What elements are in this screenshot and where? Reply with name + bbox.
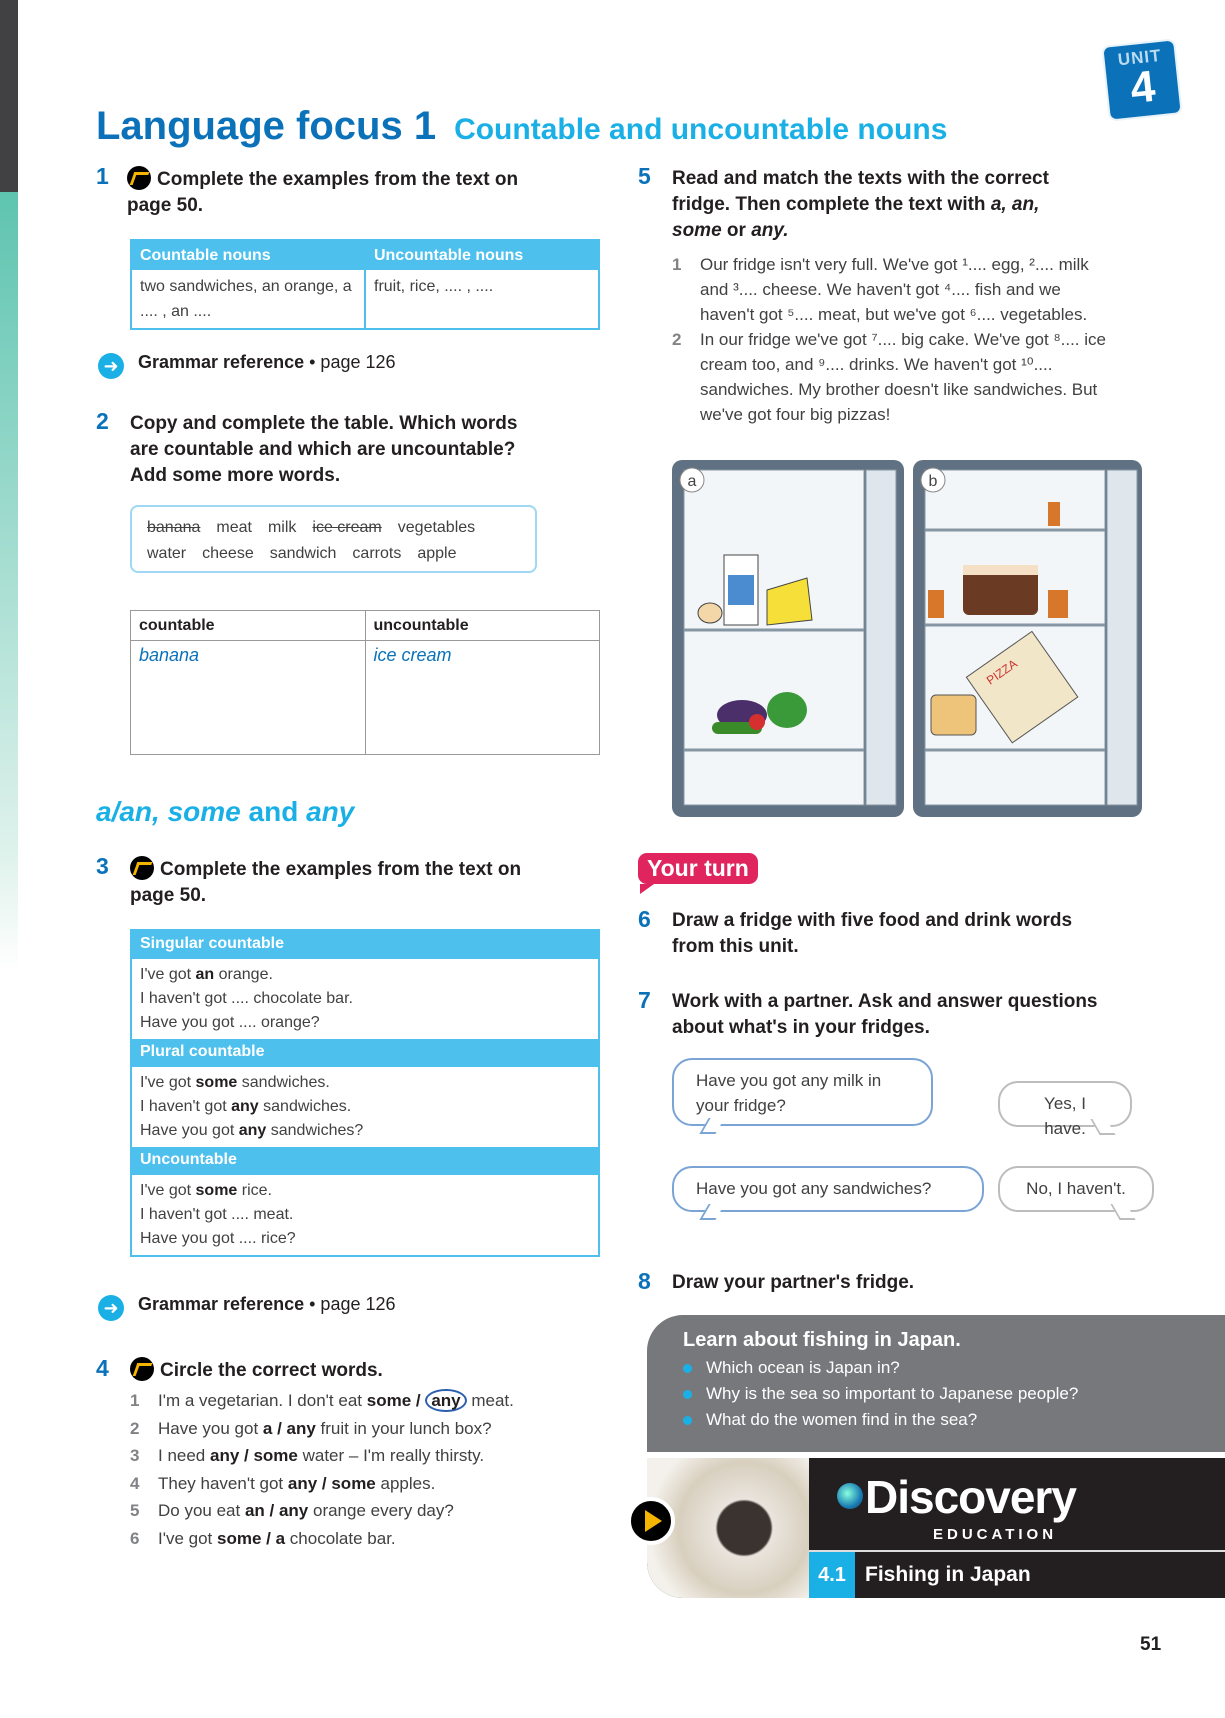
brand-sub: EDUCATION <box>933 1526 1058 1543</box>
item-part: Have you got <box>158 1418 263 1438</box>
item-part: 5 <box>130 1501 140 1520</box>
item-part[interactable]: any / some <box>210 1446 298 1465</box>
bubble-text: Yes, I have. <box>1044 1094 1086 1138</box>
item-part: apples. <box>375 1473 436 1493</box>
fridge-label: a <box>687 473 697 490</box>
exercise-number: 8 <box>638 1268 651 1294</box>
example-part: rice. <box>237 1182 272 1199</box>
item-part[interactable]: any / some <box>287 1473 376 1493</box>
workbook-icon <box>127 166 151 190</box>
instruction-emph: a, an, <box>990 194 1040 215</box>
instruction-emph: any. <box>751 220 789 241</box>
exercise-4-list <box>130 1387 610 1552</box>
exercise-number: 4 <box>96 1355 109 1381</box>
item-part: I've got <box>158 1528 218 1548</box>
text-body: In our fridge we've got ⁷.... big cake. We've got ⁸.... ice cream too, and ⁹.... drinks. We haven't got ¹⁰.... sandwiches. My brother doesn't like sandwiches. But we've got four big pizzas! <box>700 330 1106 424</box>
grammar-reference-label: Grammar reference <box>138 352 305 372</box>
workbook-icon <box>130 856 154 880</box>
fridge-label: b <box>928 473 938 490</box>
word: ice cream <box>312 519 382 536</box>
grammar-reference-link[interactable] <box>98 1294 396 1321</box>
item-part: 6 <box>130 1528 140 1548</box>
example-part: orange. <box>214 966 273 983</box>
item-part: I'm a vegetarian. I don't eat <box>158 1391 367 1410</box>
bubble-tail <box>1090 1119 1115 1135</box>
title-main: Language focus 1 <box>96 104 437 148</box>
item-part: I need <box>158 1446 210 1465</box>
instruction-text: Read and match the texts with the correct fridge. Then complete the text with <box>672 168 1049 215</box>
table-section-body <box>132 959 598 1039</box>
bubble-text: Have you got any milk in your fridge? <box>696 1071 882 1115</box>
exercise-number: 6 <box>638 906 651 932</box>
page-number: 51 <box>1140 1634 1162 1655</box>
table-header: countable <box>131 611 366 641</box>
example-part: sandwiches. <box>237 1074 330 1091</box>
speech-bubble <box>672 1166 984 1212</box>
word: cheese <box>202 545 254 562</box>
item-part: water – I'm really thirsty. <box>297 1446 485 1465</box>
title-sub: Countable and uncountable nouns <box>454 113 948 146</box>
speech-bubble <box>672 1058 933 1126</box>
table-header: Countable nouns <box>131 240 365 270</box>
exercise-7-instruction: Work with a partner. Ask and answer questions about what's in your fridges. <box>672 991 1098 1038</box>
item-part: 2 <box>130 1418 140 1438</box>
fridge-b <box>913 460 1142 817</box>
item-part: meat. <box>466 1391 514 1410</box>
arrow-right-icon: ➜ <box>98 353 124 379</box>
bubble-tail <box>699 1204 724 1220</box>
word: sandwich <box>269 545 337 562</box>
item-part: They haven't got <box>158 1473 288 1493</box>
page-edge-gradient <box>0 192 18 972</box>
word: carrots <box>352 545 402 562</box>
circled-answer[interactable]: any <box>425 1389 466 1412</box>
list-item <box>130 1442 610 1470</box>
fridge-a <box>672 460 904 817</box>
instruction-text: Complete the examples from the text on page 50. <box>127 169 519 216</box>
unit-badge <box>1103 41 1180 120</box>
your-turn-badge: Your turn <box>638 853 758 884</box>
list-item <box>130 1497 610 1525</box>
item-part[interactable]: a / any <box>262 1418 316 1438</box>
table-cell: ice cream <box>365 641 600 755</box>
example-line <box>140 1095 590 1119</box>
example-part: I haven't got <box>140 1098 232 1115</box>
word-box <box>130 505 537 573</box>
heading-part: and <box>248 796 299 827</box>
item-part: 4 <box>130 1473 140 1493</box>
example-line <box>140 1071 590 1095</box>
example-part: Have you got <box>140 1122 239 1139</box>
video-questions-panel <box>647 1315 1225 1452</box>
example-part: I've got <box>140 1182 196 1199</box>
example-part: I've got <box>140 966 196 983</box>
word: water <box>147 545 187 562</box>
example-line <box>140 987 590 1011</box>
word: milk <box>267 519 297 536</box>
example-line <box>140 1179 590 1203</box>
classification-table <box>130 610 600 755</box>
video-question: What do the women find in the sea? <box>683 1407 1225 1433</box>
fridge-illustrations <box>672 460 1142 818</box>
heading-part: any <box>306 796 355 827</box>
instruction-text: Complete the examples from the text on page 50. <box>130 859 522 906</box>
table-header: Uncountable nouns <box>365 240 599 270</box>
example-line <box>140 1119 590 1143</box>
item-part[interactable]: an / any <box>244 1501 309 1520</box>
table-section-header: Singular countable <box>132 931 598 959</box>
text-item: 1 Our fridge isn't very full. We've got ¹.... egg, ².... milk and ³.... cheese. We haven't got ⁴.... fish and we haven't got ⁵.... meat, but we've got ⁶.... vegetables. <box>672 255 1089 324</box>
bubble-tail <box>699 1118 724 1134</box>
exercise-number: 5 <box>638 163 651 189</box>
list-item <box>130 1470 610 1498</box>
exercise-number: 2 <box>96 408 109 434</box>
example-part: Have you got .... orange? <box>140 1014 320 1031</box>
example-part: some <box>195 1182 238 1199</box>
item-part: orange every day? <box>308 1501 454 1520</box>
bubble-text: No, I haven't. <box>1026 1179 1126 1198</box>
item-part[interactable]: some / a <box>217 1528 286 1548</box>
exercise-number: 3 <box>96 853 109 879</box>
unit-number: 4 <box>1128 61 1158 114</box>
episode-title: Fishing in Japan <box>865 1563 1031 1586</box>
item-part: fruit in your lunch box? <box>315 1418 492 1438</box>
example-part: Have you got .... rice? <box>140 1230 296 1247</box>
grammar-reference-page: • page 126 <box>309 1294 396 1314</box>
speech-bubble <box>998 1081 1132 1138</box>
example-part: I've got <box>140 1074 196 1091</box>
exercise-1-instruction <box>127 166 557 219</box>
section-heading <box>96 796 354 828</box>
exercise-5-texts <box>672 252 1112 427</box>
bubble-text: Have you got any sandwiches? <box>696 1179 932 1198</box>
example-part: I haven't got .... chocolate bar. <box>140 990 353 1007</box>
table-cell: banana <box>139 645 200 665</box>
instruction-emph: some <box>672 220 722 241</box>
item-part: Do you eat <box>158 1501 245 1520</box>
discovery-logo <box>837 1470 1076 1524</box>
grammar-reference-label: Grammar reference <box>138 1294 305 1314</box>
workbook-icon <box>130 1357 154 1381</box>
exercise-8-instruction: Draw your partner's fridge. <box>672 1272 915 1293</box>
video-panel[interactable] <box>647 1458 1225 1598</box>
example-line <box>140 1227 590 1251</box>
exercise-2-instruction: Copy and complete the table. Which words are countable and which are uncountable? Add some more words. <box>130 413 518 486</box>
video-title-bar[interactable] <box>809 1550 1225 1598</box>
episode-number: 4.1 <box>809 1552 855 1598</box>
page-title <box>96 104 947 149</box>
word: apple <box>417 545 457 562</box>
countable-table <box>130 239 600 330</box>
word: meat <box>216 519 252 536</box>
play-icon[interactable] <box>627 1497 675 1545</box>
instruction-text: or <box>721 220 752 241</box>
unit-label: UNIT <box>1116 45 1163 70</box>
heading-part: some <box>167 796 241 827</box>
exercise-4-instruction <box>130 1357 383 1384</box>
table-header: uncountable <box>365 611 600 641</box>
example-part: sandwiches? <box>266 1122 364 1139</box>
list-item <box>130 1387 610 1415</box>
instruction-text: Circle the correct words. <box>160 1360 383 1381</box>
pizza-label: PIZZA <box>983 656 1020 688</box>
text-body: Our fridge isn't very full. We've got ¹.... egg, ².... milk and ³.... cheese. We haven't got ⁴.... fish and we haven't got ⁵.... meat, but we've got ⁶.... vegetables. <box>700 255 1089 324</box>
word: vegetables <box>397 519 476 536</box>
item-part: 3 <box>130 1446 140 1465</box>
list-item <box>130 1415 610 1443</box>
heading-part: a/an, <box>96 796 160 827</box>
item-part: 1 <box>130 1391 140 1410</box>
example-part: I haven't got .... meat. <box>140 1206 294 1223</box>
brand-name: Discovery <box>865 1471 1076 1523</box>
bubble-tail <box>1110 1204 1135 1220</box>
exercise-number: 7 <box>638 987 651 1013</box>
video-question: Which ocean is Japan in? <box>683 1355 1225 1381</box>
text-item: 2 In our fridge we've got ⁷.... big cake. We've got ⁸.... ice cream too, and ⁹.... drinks. We haven't got ¹⁰.... sandwiches. My brother doesn't like sandwiches. But we've got four big pizzas! <box>672 330 1106 424</box>
table-section-header: Plural countable <box>132 1039 598 1067</box>
video-heading: Learn about fishing in Japan. <box>683 1329 961 1351</box>
example-line <box>140 1011 590 1035</box>
grammar-reference-page: • page 126 <box>309 352 396 372</box>
exercise-3-instruction <box>130 856 560 909</box>
table-cell: two sandwiches, an orange, a .... , an .... <box>140 278 352 320</box>
grammar-reference-link[interactable] <box>98 352 396 379</box>
example-part: an <box>195 966 215 983</box>
list-item <box>130 1525 610 1553</box>
exercise-6-instruction: Draw a fridge with five food and drink words from this unit. <box>672 910 1073 957</box>
exercise-number: 1 <box>96 163 109 189</box>
table-section-body <box>132 1067 598 1147</box>
table-section-body <box>132 1175 598 1255</box>
video-question: Why is the sea so important to Japanese people? <box>683 1381 1225 1407</box>
example-part: any <box>231 1098 259 1115</box>
word: banana <box>147 519 201 536</box>
example-part: some <box>195 1074 238 1091</box>
example-part: sandwiches. <box>258 1098 352 1115</box>
example-line <box>140 1203 590 1227</box>
table-section-header: Uncountable <box>132 1147 598 1175</box>
example-part: any <box>238 1122 267 1139</box>
arrow-right-icon: ➜ <box>98 1295 124 1321</box>
example-line <box>140 963 590 987</box>
table-cell: fruit, rice, .... , .... <box>365 270 599 329</box>
speech-bubble <box>998 1166 1154 1212</box>
exercise-5-instruction <box>672 166 1092 244</box>
globe-icon <box>837 1483 863 1509</box>
item-part: chocolate bar. <box>285 1528 396 1548</box>
item-part[interactable]: some / <box>366 1391 426 1410</box>
page-edge-bar <box>0 0 18 192</box>
examples-table <box>130 929 600 1257</box>
